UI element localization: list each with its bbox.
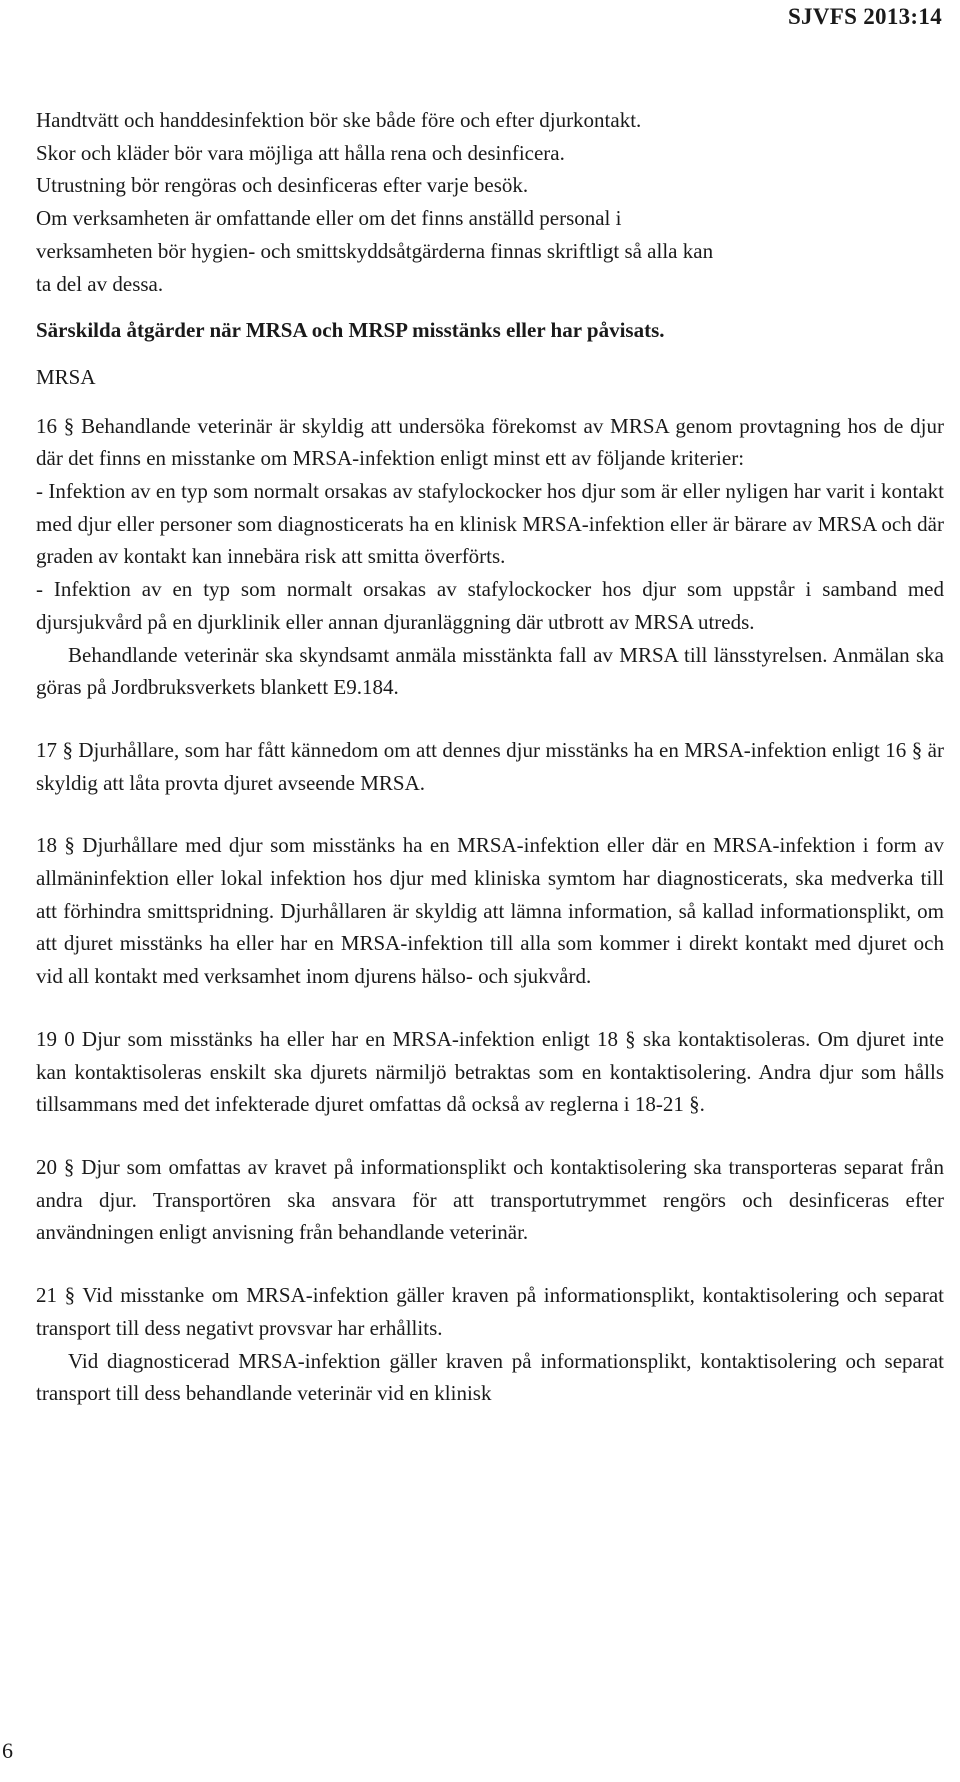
intro-line: Skor och kläder bör vara möjliga att hålla rena och desinficera. bbox=[36, 140, 565, 165]
paragraph-19: 19 0 Djur som misstänks ha eller har en MRSA-infektion enligt 18 § ska kontaktisoleras. Om djuret inte kan kontaktisoleras enskilt ska djurets närmiljö betraktas som en kontaktisolering. Andra djur som hålls tillsammans med det infekterade djuret omfattas då också av reglerna i 18-21 §. bbox=[36, 1026, 944, 1117]
paragraph-17: 17 § Djurhållare, som har fått kännedom om att dennes djur misstänks ha en MRSA-infektion enligt 16 § är skyldig att låta provta djuret avseende MRSA. bbox=[36, 737, 944, 795]
intro-line: Handtvätt och handdesinfektion bör ske både före och efter djurkontakt. bbox=[36, 108, 642, 132]
intro-line: Om verksamheten är omfattande eller om det finns anställd personal i bbox=[36, 206, 622, 231]
intro-line: ta del av dessa. bbox=[36, 271, 164, 296]
paragraph-20: 20 § Djur som omfattas av kravet på informationsplikt och kontaktisolering ska transporteras separat från andra djur. Transportören ska ansvara för att transportutrymmet rengörs och desinficeras efter användningen enligt anvisning från behandlande veterinär. bbox=[36, 1154, 944, 1245]
paragraph-18: 18 § Djurhållare med djur som misstänks ha en MRSA-infektion eller där en MRSA-infektion i form av allmäninfektion eller lokal infektion hos djur med kliniska symtom har diagnosticerats, ska medverka till att förhindra smittspridning. Djurhållaren är skyldig att lämna information, så kallad informationsplikt, om att djuret misstänks ha eller har en MRSA-infektion till alla som kommer i direkt kontakt med djuret och vid all kontakt med verksamhet inom djurens hälso- och sjukvård. bbox=[36, 833, 944, 989]
paragraph-21-diagnosed: Vid diagnosticerad MRSA-infektion gäller kraven på informationsplikt, kontaktisolering och separat transport till dess behandlande veterinär vid en klinisk bbox=[36, 1348, 944, 1406]
paragraph-16-reporting: Behandlande veterinär ska skyndsamt anmäla misstänkta fall av MRSA till länsstyrelsen. Anmälan ska göras på Jordbruksverkets blankett E9.184. bbox=[36, 642, 944, 700]
paragraph-16-criterion-1: - Infektion av en typ som normalt orsakas av stafylockocker hos djur som är eller nyligen har varit i kontakt med djur eller personer som diagnosticerats ha en klinisk MRSA-infektion eller är bärare av MRSA och där graden av kontakt kan innebära risk att smitta överförts. bbox=[36, 479, 944, 569]
intro-block bbox=[36, 104, 944, 300]
document-body bbox=[36, 104, 944, 1410]
page-number: 6 bbox=[2, 1738, 13, 1763]
section-heading: Särskilda åtgärder när MRSA och MRSP misstänks eller har påvisats. bbox=[36, 318, 665, 343]
paragraph-16-criterion-2: - Infektion av en typ som normalt orsakas av stafylockocker hos djur som uppstår i samband med djursjukvård på en djurklinik eller annan djuranläggning där utbrott av MRSA utreds. bbox=[36, 577, 944, 634]
paragraph-21: 21 § Vid misstanke om MRSA-infektion gäller kraven på informationsplikt, kontaktisolering och separat transport till dess negativt provsvar har erhållits. bbox=[36, 1283, 944, 1340]
intro-line: verksamheten bör hygien- och smittskyddsåtgärderna finnas skriftligt så alla kan bbox=[36, 238, 714, 263]
section-subheading: MRSA bbox=[36, 364, 96, 389]
paragraph-16: 16 § Behandlande veterinär är skyldig att undersöka förekomst av MRSA genom provtagning hos de djur där det finns en misstanke om MRSA-infektion enligt minst ett av följande kriterier: bbox=[36, 413, 944, 471]
intro-line: Utrustning bör rengöras och desinficeras efter varje besök. bbox=[36, 173, 529, 198]
document-reference: SJVFS 2013:14 bbox=[787, 4, 942, 29]
